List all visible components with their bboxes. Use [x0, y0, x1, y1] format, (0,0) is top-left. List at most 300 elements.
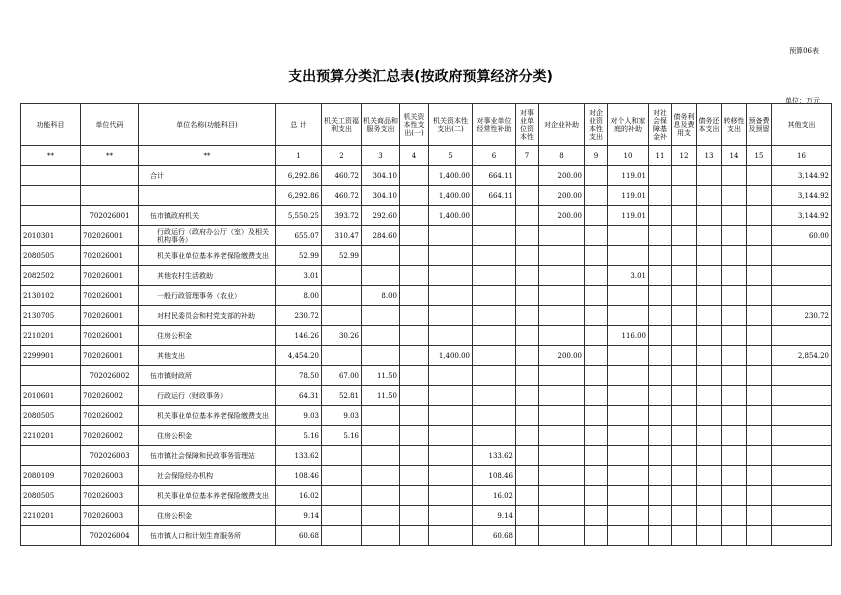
amount-cell: 64.31: [276, 386, 322, 406]
amount-cell: [608, 366, 649, 386]
amount-cell: [429, 246, 473, 266]
amount-cell: [672, 506, 697, 526]
amount-cell: [516, 346, 539, 366]
amount-cell: 11.50: [362, 366, 400, 386]
amount-cell: [429, 466, 473, 486]
amount-cell: [697, 506, 722, 526]
amount-cell: 60.68: [276, 526, 322, 546]
amount-cell: [747, 166, 772, 186]
index-cell: 12: [672, 146, 697, 166]
column-header: 机关工资福利支出: [322, 104, 362, 146]
amount-cell: [649, 326, 672, 346]
header-row: [21, 104, 832, 146]
form-number: 预算06表: [789, 47, 819, 55]
amount-cell: [649, 206, 672, 226]
unit-code-cell: 702026002: [81, 406, 139, 426]
amount-cell: [429, 326, 473, 346]
column-header: 债务还本支出: [697, 104, 722, 146]
function-code-cell: 2010601: [21, 386, 81, 406]
amount-cell: [649, 446, 672, 466]
amount-cell: 9.03: [276, 406, 322, 426]
amount-cell: 3,144.92: [772, 186, 832, 206]
unit-name-cell: 伍市镇人口和计划生育服务所: [139, 526, 276, 546]
unit-name-cell: 机关事业单位基本养老保险缴费支出: [139, 406, 276, 426]
amount-cell: [473, 286, 516, 306]
unit-name-cell: 住房公积金: [139, 326, 276, 346]
amount-cell: [772, 446, 832, 466]
amount-cell: [649, 306, 672, 326]
amount-cell: 200.00: [539, 346, 585, 366]
amount-cell: [585, 186, 608, 206]
amount-cell: [362, 346, 400, 366]
amount-cell: [722, 226, 747, 246]
function-code-cell: 2080109: [21, 466, 81, 486]
amount-cell: [772, 246, 832, 266]
function-code-cell: [21, 206, 81, 226]
index-cell: 9: [585, 146, 608, 166]
amount-cell: [722, 446, 747, 466]
amount-cell: 3,144.92: [772, 206, 832, 226]
amount-cell: [429, 226, 473, 246]
amount-cell: [539, 286, 585, 306]
amount-cell: [672, 266, 697, 286]
amount-cell: [722, 266, 747, 286]
amount-cell: [400, 366, 429, 386]
column-header: 对企业资本性支出: [585, 104, 608, 146]
amount-cell: [400, 446, 429, 466]
amount-cell: [672, 226, 697, 246]
amount-cell: [400, 346, 429, 366]
amount-cell: [429, 506, 473, 526]
amount-cell: [516, 306, 539, 326]
unit-code-cell: 702026003: [81, 446, 139, 466]
amount-cell: 5,550.25: [276, 206, 322, 226]
amount-cell: [400, 426, 429, 446]
unit-code-cell: 702026002: [81, 386, 139, 406]
amount-cell: [585, 426, 608, 446]
amount-cell: [400, 406, 429, 426]
amount-cell: [473, 426, 516, 446]
unit-name-cell: 伍市镇社会保障和民政事务管理站: [139, 446, 276, 466]
amount-cell: [649, 166, 672, 186]
table-row: [21, 206, 832, 226]
amount-cell: [649, 186, 672, 206]
amount-cell: [649, 226, 672, 246]
amount-cell: [747, 226, 772, 246]
amount-cell: [649, 526, 672, 546]
amount-cell: 52.81: [322, 386, 362, 406]
amount-cell: [649, 386, 672, 406]
unit-name-cell: 对村民委员会和村党支部的补助: [139, 306, 276, 326]
amount-cell: [429, 386, 473, 406]
amount-cell: [400, 386, 429, 406]
amount-cell: [772, 326, 832, 346]
amount-cell: 133.62: [473, 446, 516, 466]
column-header: 单位名称(功能科目): [139, 104, 276, 146]
amount-cell: 52.99: [276, 246, 322, 266]
amount-cell: [722, 526, 747, 546]
amount-cell: [772, 266, 832, 286]
amount-cell: [539, 266, 585, 286]
amount-cell: 6,292.86: [276, 186, 322, 206]
amount-cell: [747, 446, 772, 466]
amount-cell: [539, 466, 585, 486]
amount-cell: [429, 286, 473, 306]
amount-cell: 9.03: [322, 406, 362, 426]
index-cell: 15: [747, 146, 772, 166]
amount-cell: [697, 486, 722, 506]
unit-code-cell: 702026001: [81, 326, 139, 346]
unit-code-cell: 702026001: [81, 206, 139, 226]
amount-cell: [400, 166, 429, 186]
amount-cell: 304.10: [362, 186, 400, 206]
index-cell: 11: [649, 146, 672, 166]
amount-cell: [516, 186, 539, 206]
amount-cell: [697, 186, 722, 206]
column-header: 转移性支出: [722, 104, 747, 146]
amount-cell: [697, 266, 722, 286]
amount-cell: 116.00: [608, 326, 649, 346]
amount-cell: [429, 266, 473, 286]
amount-cell: 200.00: [539, 186, 585, 206]
amount-cell: [429, 426, 473, 446]
amount-cell: [362, 406, 400, 426]
amount-cell: [539, 446, 585, 466]
amount-cell: [585, 506, 608, 526]
amount-cell: [362, 446, 400, 466]
amount-cell: [516, 406, 539, 426]
amount-cell: [585, 406, 608, 426]
unit-name-cell: 一般行政管理事务（农业）: [139, 286, 276, 306]
amount-cell: [473, 366, 516, 386]
amount-cell: 3.01: [276, 266, 322, 286]
column-header: 债务利息及费用支: [672, 104, 697, 146]
table-row: [21, 346, 832, 366]
amount-cell: [649, 486, 672, 506]
amount-cell: [539, 506, 585, 526]
amount-cell: [722, 186, 747, 206]
amount-cell: [400, 506, 429, 526]
unit-code-cell: [81, 166, 139, 186]
amount-cell: [516, 266, 539, 286]
unit-name-cell: 住房公积金: [139, 426, 276, 446]
unit-name-cell: [139, 186, 276, 206]
amount-cell: [539, 426, 585, 446]
table-row: [21, 166, 832, 186]
column-header: 对社会保障基金补: [649, 104, 672, 146]
amount-cell: [697, 226, 722, 246]
amount-cell: 60.00: [772, 226, 832, 246]
index-cell: 8: [539, 146, 585, 166]
amount-cell: [516, 226, 539, 246]
index-cell: 7: [516, 146, 539, 166]
index-cell: 5: [429, 146, 473, 166]
table-row: [21, 186, 832, 206]
amount-cell: [585, 206, 608, 226]
table-row: [21, 526, 832, 546]
amount-cell: [516, 166, 539, 186]
amount-cell: [697, 206, 722, 226]
amount-cell: [608, 346, 649, 366]
amount-cell: 1,400.00: [429, 346, 473, 366]
table-row: [21, 386, 832, 406]
amount-cell: 1,400.00: [429, 186, 473, 206]
unit-label: 单位：万元: [785, 97, 820, 105]
index-cell: **: [139, 146, 276, 166]
amount-cell: [362, 246, 400, 266]
amount-cell: [649, 266, 672, 286]
amount-cell: [672, 246, 697, 266]
column-header: 机关商品和服务支出: [362, 104, 400, 146]
amount-cell: [672, 306, 697, 326]
unit-name-cell: 住房公积金: [139, 506, 276, 526]
amount-cell: [400, 226, 429, 246]
amount-cell: [516, 286, 539, 306]
amount-cell: 119.01: [608, 206, 649, 226]
amount-cell: [539, 246, 585, 266]
unit-code-cell: 702026002: [81, 366, 139, 386]
amount-cell: 9.14: [473, 506, 516, 526]
unit-code-cell: 702026003: [81, 506, 139, 526]
index-cell: 13: [697, 146, 722, 166]
amount-cell: [400, 286, 429, 306]
amount-cell: [672, 426, 697, 446]
amount-cell: [585, 326, 608, 346]
amount-cell: [649, 506, 672, 526]
column-header: 其他支出: [772, 104, 832, 146]
amount-cell: 393.72: [322, 206, 362, 226]
amount-cell: [747, 186, 772, 206]
amount-cell: [722, 386, 747, 406]
amount-cell: [672, 466, 697, 486]
amount-cell: [722, 326, 747, 346]
function-code-cell: 2210201: [21, 426, 81, 446]
amount-cell: 304.10: [362, 166, 400, 186]
index-cell: **: [21, 146, 81, 166]
unit-code-cell: [81, 186, 139, 206]
amount-cell: [539, 306, 585, 326]
amount-cell: 664.11: [473, 186, 516, 206]
amount-cell: 3,144.92: [772, 166, 832, 186]
index-cell: 6: [473, 146, 516, 166]
amount-cell: [473, 226, 516, 246]
amount-cell: [722, 426, 747, 446]
amount-cell: [516, 526, 539, 546]
amount-cell: [672, 326, 697, 346]
amount-cell: [539, 326, 585, 346]
amount-cell: 1,400.00: [429, 206, 473, 226]
unit-code-cell: 702026001: [81, 306, 139, 326]
amount-cell: [429, 446, 473, 466]
function-code-cell: 2130705: [21, 306, 81, 326]
function-code-cell: 2210201: [21, 326, 81, 346]
amount-cell: [585, 386, 608, 406]
amount-cell: 8.00: [276, 286, 322, 306]
column-header: 机关资本性支出(二): [429, 104, 473, 146]
unit-code-cell: 702026003: [81, 466, 139, 486]
amount-cell: [697, 346, 722, 366]
amount-cell: [608, 386, 649, 406]
column-header: 单位代码: [81, 104, 139, 146]
amount-cell: 5.16: [322, 426, 362, 446]
column-header: 功能科目: [21, 104, 81, 146]
amount-cell: [608, 246, 649, 266]
function-code-cell: 2080505: [21, 246, 81, 266]
amount-cell: [539, 526, 585, 546]
unit-code-cell: 702026002: [81, 426, 139, 446]
amount-cell: [585, 346, 608, 366]
amount-cell: [672, 286, 697, 306]
amount-cell: [362, 526, 400, 546]
amount-cell: [429, 486, 473, 506]
function-code-cell: 2010301: [21, 226, 81, 246]
amount-cell: [516, 426, 539, 446]
amount-cell: [322, 286, 362, 306]
amount-cell: [473, 206, 516, 226]
amount-cell: [722, 366, 747, 386]
amount-cell: [672, 186, 697, 206]
amount-cell: [322, 346, 362, 366]
amount-cell: [697, 246, 722, 266]
amount-cell: [362, 426, 400, 446]
amount-cell: [722, 246, 747, 266]
column-header: 总 计: [276, 104, 322, 146]
amount-cell: 52.99: [322, 246, 362, 266]
amount-cell: [400, 486, 429, 506]
amount-cell: [672, 526, 697, 546]
amount-cell: [429, 526, 473, 546]
amount-cell: 284.60: [362, 226, 400, 246]
amount-cell: 6,292.86: [276, 166, 322, 186]
amount-cell: [672, 386, 697, 406]
amount-cell: [608, 446, 649, 466]
amount-cell: [400, 526, 429, 546]
amount-cell: [429, 366, 473, 386]
unit-name-cell: 伍市镇政府机关: [139, 206, 276, 226]
amount-cell: [585, 286, 608, 306]
amount-cell: [672, 486, 697, 506]
amount-cell: 200.00: [539, 166, 585, 186]
index-cell: 1: [276, 146, 322, 166]
unit-code-cell: 702026001: [81, 286, 139, 306]
amount-cell: 4,454.20: [276, 346, 322, 366]
amount-cell: [516, 246, 539, 266]
amount-cell: [400, 246, 429, 266]
amount-cell: [473, 246, 516, 266]
column-header: 机关资本性支出(一): [400, 104, 429, 146]
unit-name-cell: 行政运行（财政事务）: [139, 386, 276, 406]
index-cell: 14: [722, 146, 747, 166]
amount-cell: [400, 306, 429, 326]
amount-cell: [516, 206, 539, 226]
amount-cell: [697, 326, 722, 346]
amount-cell: [672, 166, 697, 186]
amount-cell: [747, 466, 772, 486]
amount-cell: [747, 286, 772, 306]
function-code-cell: 2080505: [21, 406, 81, 426]
amount-cell: [473, 306, 516, 326]
amount-cell: 60.68: [473, 526, 516, 546]
amount-cell: [400, 326, 429, 346]
table-row: [21, 266, 832, 286]
amount-cell: [747, 246, 772, 266]
amount-cell: [516, 506, 539, 526]
amount-cell: [608, 306, 649, 326]
amount-cell: [322, 486, 362, 506]
amount-cell: [585, 366, 608, 386]
amount-cell: [772, 426, 832, 446]
amount-cell: [539, 386, 585, 406]
amount-cell: [539, 406, 585, 426]
amount-cell: [722, 166, 747, 186]
amount-cell: [362, 506, 400, 526]
amount-cell: 460.72: [322, 186, 362, 206]
amount-cell: [747, 306, 772, 326]
amount-cell: 655.07: [276, 226, 322, 246]
amount-cell: 16.02: [276, 486, 322, 506]
amount-cell: [608, 426, 649, 446]
amount-cell: [608, 486, 649, 506]
amount-cell: [772, 466, 832, 486]
amount-cell: [473, 406, 516, 426]
amount-cell: [772, 386, 832, 406]
amount-cell: 310.47: [322, 226, 362, 246]
function-code-cell: 2299901: [21, 346, 81, 366]
function-code-cell: 2082502: [21, 266, 81, 286]
amount-cell: [722, 406, 747, 426]
function-code-cell: [21, 366, 81, 386]
table-row: [21, 226, 832, 246]
amount-cell: [722, 206, 747, 226]
index-cell: 4: [400, 146, 429, 166]
function-code-cell: 2130102: [21, 286, 81, 306]
amount-cell: [649, 286, 672, 306]
amount-cell: [747, 506, 772, 526]
amount-cell: [608, 526, 649, 546]
amount-cell: [473, 346, 516, 366]
amount-cell: [747, 206, 772, 226]
function-code-cell: [21, 526, 81, 546]
table-row: [21, 446, 832, 466]
amount-cell: [585, 246, 608, 266]
amount-cell: 200.00: [539, 206, 585, 226]
amount-cell: [362, 466, 400, 486]
table-row: [21, 366, 832, 386]
amount-cell: [516, 486, 539, 506]
amount-cell: [322, 506, 362, 526]
amount-cell: [697, 166, 722, 186]
index-cell: 10: [608, 146, 649, 166]
amount-cell: [722, 506, 747, 526]
amount-cell: 230.72: [772, 306, 832, 326]
amount-cell: [608, 286, 649, 306]
amount-cell: [516, 366, 539, 386]
unit-name-cell: 合计: [139, 166, 276, 186]
amount-cell: [322, 526, 362, 546]
unit-code-cell: 702026001: [81, 226, 139, 246]
amount-cell: [722, 346, 747, 366]
column-header: 预备费及预留: [747, 104, 772, 146]
amount-cell: [473, 266, 516, 286]
amount-cell: [429, 306, 473, 326]
amount-cell: [697, 386, 722, 406]
amount-cell: [322, 446, 362, 466]
amount-cell: [429, 406, 473, 426]
unit-code-cell: 702026001: [81, 266, 139, 286]
amount-cell: 146.26: [276, 326, 322, 346]
amount-cell: [585, 446, 608, 466]
amount-cell: [539, 486, 585, 506]
